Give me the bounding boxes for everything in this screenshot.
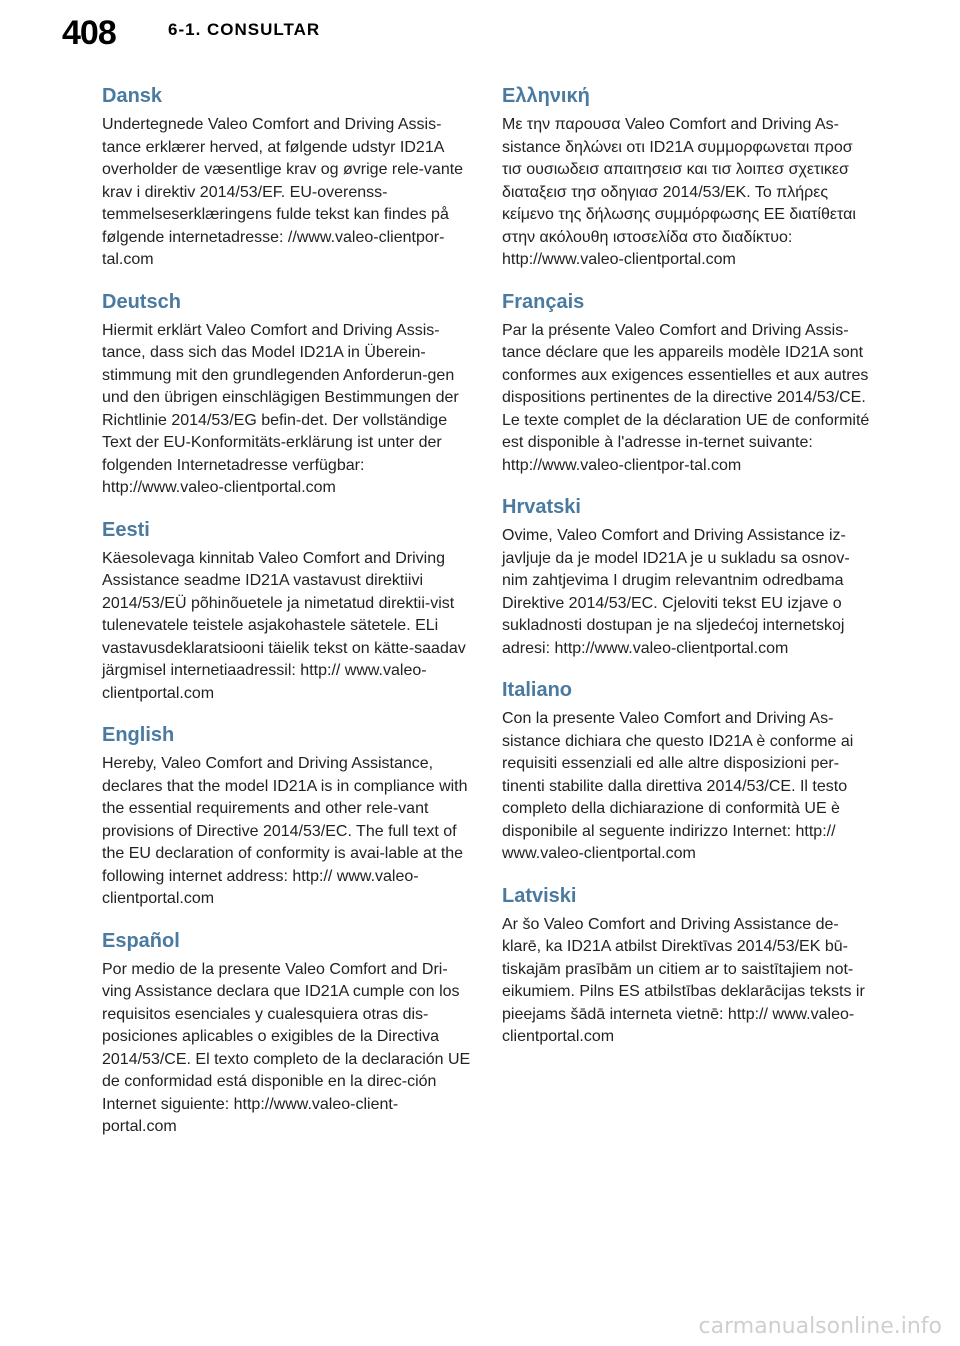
language-block-hrvatski xyxy=(502,495,872,660)
language-title: English xyxy=(102,724,175,746)
language-block-greek xyxy=(502,84,872,272)
language-block-francais xyxy=(502,290,872,478)
language-block-english xyxy=(102,723,472,911)
language-text: Con la presente Valeo Comfort and Driving As-sistance dichiara che questo ID21A è conforme ai requisiti essenziali ed alle altre disposizioni per-tinenti stabilite dalla direttiva 2014/53/CE. Il testo completo della dichiarazione di conformità UE è disponibile al seguente indirizzo Internet: http:// www.valeo-clientportal.com xyxy=(502,710,854,862)
language-title: Italiano xyxy=(502,679,573,701)
language-text: Hiermit erklärt Valeo Comfort and Driving Assis-tance, dass sich das Model ID21A in Überein-stimmung mit den grundlegenden Anforderun-gen und den übrigen einschlägigen Bestimmungen der Richtlinie 2014/53/EG befin-det. Der vollständige Text der EU-Konformitäts-erklärung ist unter der folgenden Internetadresse verfügbar: http://www.valeo-clientportal.com xyxy=(102,321,459,496)
language-title: Latviski xyxy=(502,884,577,907)
language-text: Hereby, Valeo Comfort and Driving Assistance, declares that the model ID21A is in compliance with the essential requirements and other rele-vant provisions of Directive 2014/53/EC. The full text of the EU declaration of conformity is avai-lable at the following internet address: http:// www.valeo-clientportal.com xyxy=(102,755,468,907)
language-title: Français xyxy=(502,290,585,313)
language-text: Ar šo Valeo Comfort and Driving Assistance de-klarē, ka ID21A atbilst Direktīvas 2014/53/EK bū-tiskajām prasībām un citiem ar to saistītajiem not-eikumiem. Pilns ES atbilstības deklarācijas teksts ir pieejams šādā interneta vietnē: http:// www.valeo-clientportal.com xyxy=(502,915,865,1045)
language-title: Deutsch xyxy=(102,290,181,313)
language-title: Español xyxy=(102,929,180,952)
page-header xyxy=(0,0,960,54)
language-block-eesti xyxy=(102,518,472,706)
language-block-italiano xyxy=(502,678,872,866)
right-column xyxy=(502,84,872,1067)
section-title: 6-1. CONSULTAR xyxy=(168,20,321,39)
language-text: Käesolevaga kinnitab Valeo Comfort and Driving Assistance seadme ID21A vastavust direktiivi 2014/53/EÜ põhinõuetele ja nimetatud direktii-vist tulenevatele teistele asjakohastele sätetele. ELi vastavusdeklaratsiooni täielik tekst on kätte-saadav järgmisel internetiaadressil: http:// www.valeo-clientportal.com xyxy=(102,549,466,702)
language-title: Dansk xyxy=(102,85,163,107)
watermark: carmanualsonline.info xyxy=(698,1314,942,1339)
language-block-latviski xyxy=(502,884,872,1049)
language-block-deutsch xyxy=(102,290,472,500)
page-number: 408 xyxy=(62,14,116,52)
language-title: Hrvatski xyxy=(502,496,581,518)
language-text: Undertegnede Valeo Comfort and Driving Assis-tance erklærer herved, at følgende udstyr ID21A overholder de væsentlige krav og øvrige rele-vante krav i direktiv 2014/53/EF. EU-overenss-temmelseserklæringens fulde tekst kan findes på følgende internetadresse: //www.valeo-clientpor-tal.com xyxy=(102,116,464,268)
left-column xyxy=(102,84,472,1157)
language-text: Ovime, Valeo Comfort and Driving Assistance iz-javljuje da je model ID21A je u sukladu sa osnov-nim zahtjevima I drugim relevantnim odredbama Direktive 2014/53/EC. Cjeloviti tekst EU izjave o sukladnosti dostupan je na sljedećoj internetskoj adresi: http://www.valeo-clientportal.com xyxy=(502,527,850,657)
language-block-espanol xyxy=(102,929,472,1139)
language-text: Por medio de la presente Valeo Comfort and Dri-ving Assistance declara que ID21A cumple con los requisitos esenciales y cualesquiera otras dis-posiciones aplicables o exigibles de la Directiva 2014/53/CE. El texto completo de la declaración UE de conformidad está disponible en la direc-ción Internet siguiente: http://www.valeo-client-portal.com xyxy=(102,960,471,1135)
language-block-dansk xyxy=(102,84,472,272)
language-text: Με την παρουσα Valeo Comfort and Driving As-sistance δηλώνει οτι ID21A συμμορφωνεται προσ τισ ουσιωδεισ απαιτησεισ και τισ λοιπεσ σχετικεσ διαταξεισ τησ οδηγιασ 2014/53/ΕΚ. Το πλήρες κείμενο της δήλωσης συμμόρφωσης ΕΕ διατίθεται στην ακόλουθη ιστοσελίδα στο διαδίκτυο: http://www.valeo-clientportal.com xyxy=(502,116,856,268)
language-title: Eesti xyxy=(102,518,150,541)
language-title: Ελληνική xyxy=(502,85,590,107)
language-text: Par la présente Valeo Comfort and Driving Assis-tance déclare que les appareils modèle ID21A sont conformes aux exigences essentielles et aux autres dispositions pertinentes de la directive 2014/53/CE. Le texte complet de la déclaration UE de conformité est disponible à l'adresse in-ternet suivante: http://www.valeo-clientpor-tal.com xyxy=(502,321,870,474)
